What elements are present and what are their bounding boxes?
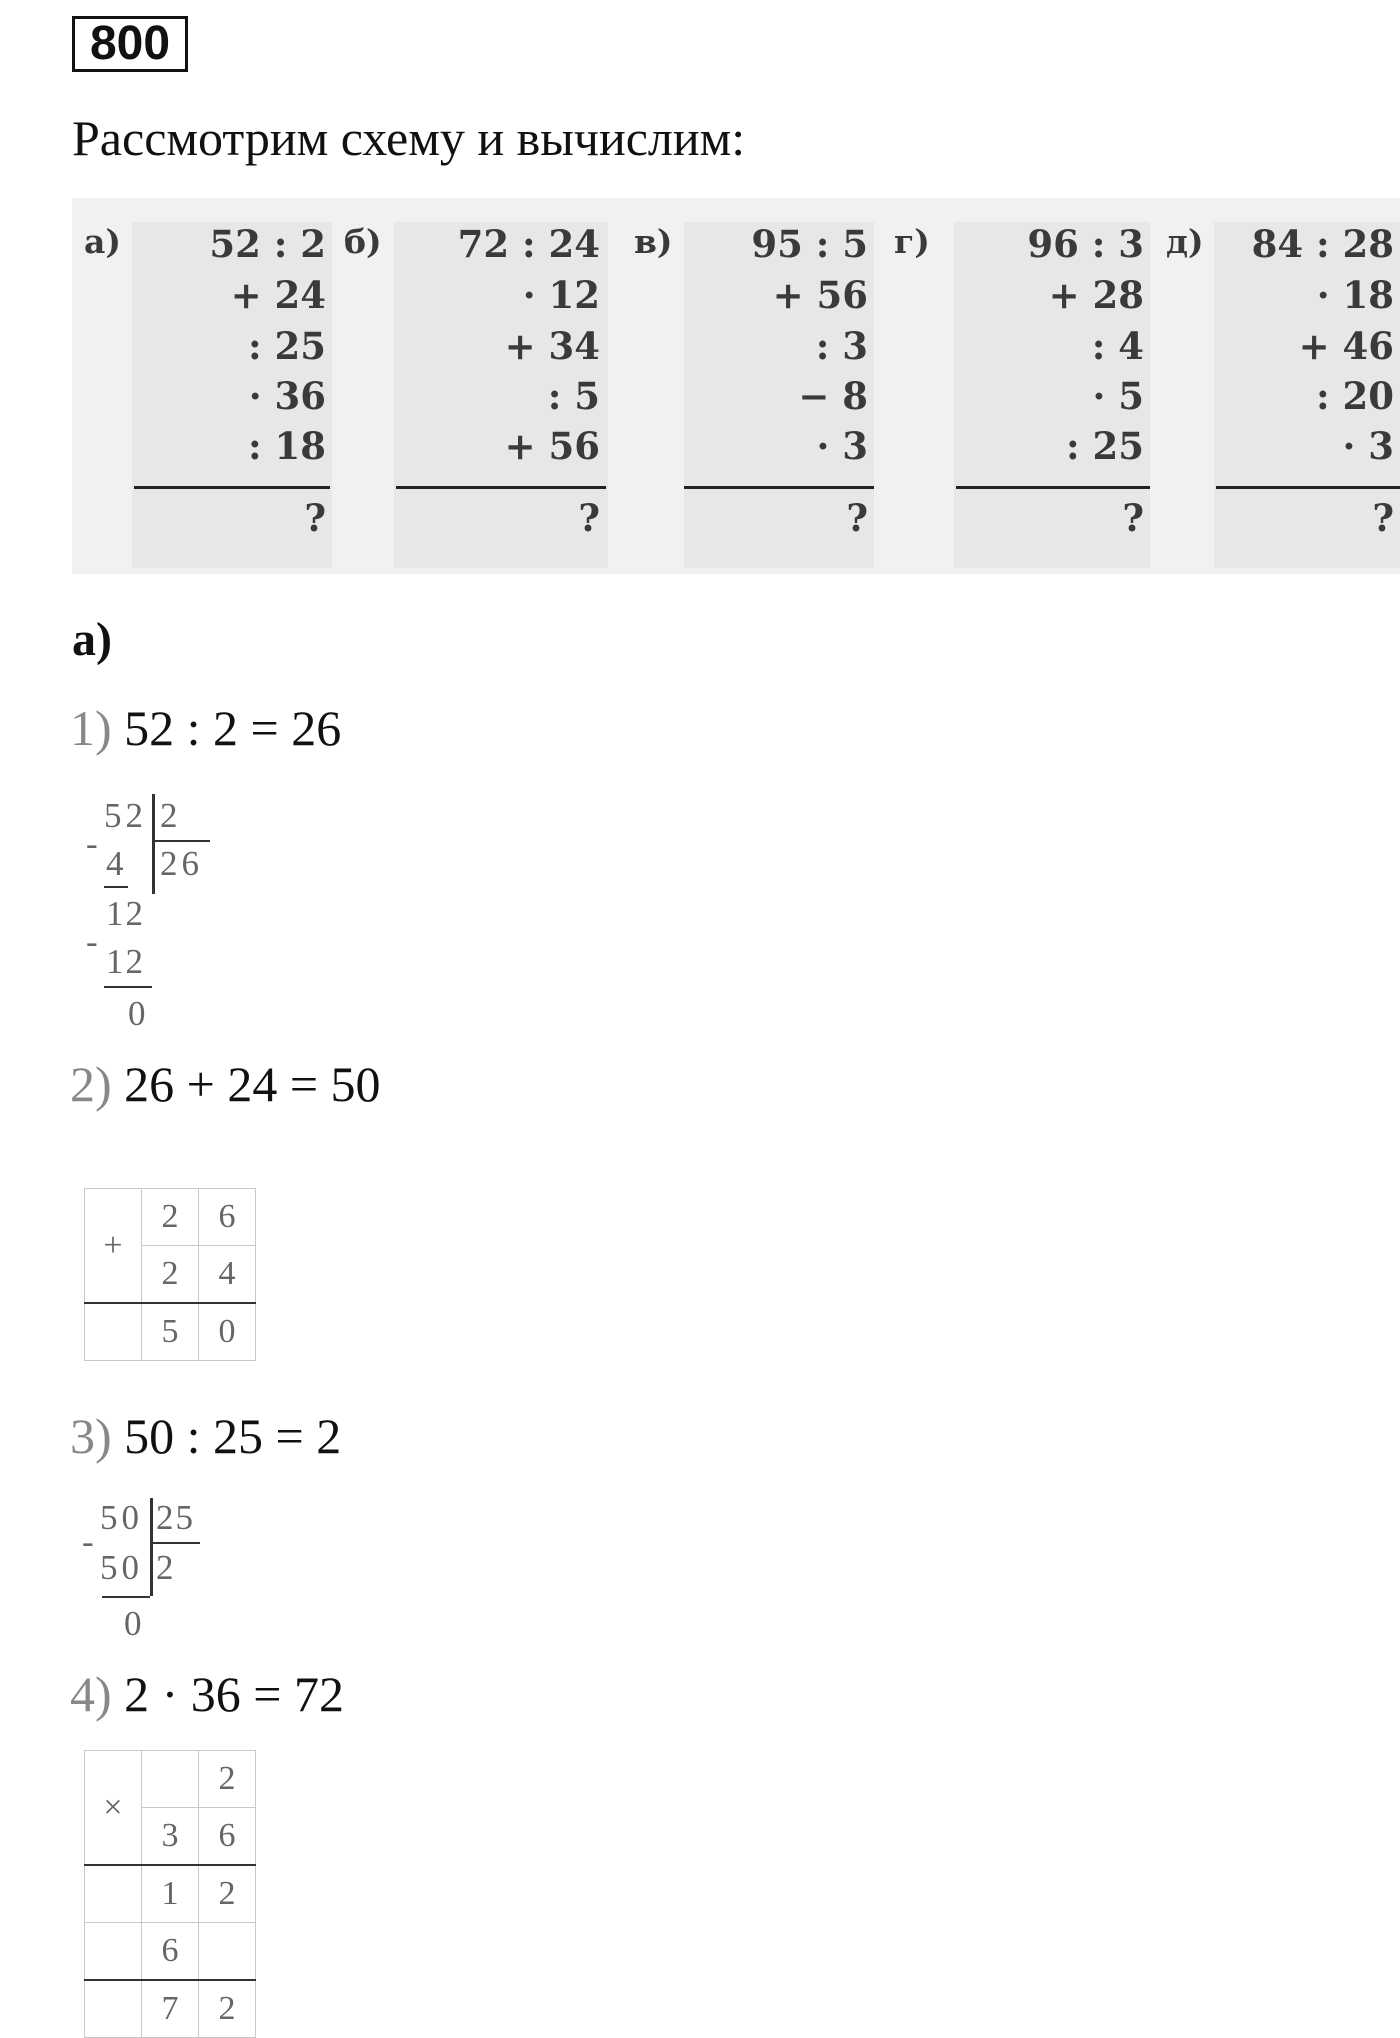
scheme-letter: б)	[344, 222, 382, 261]
digit: 2	[199, 1865, 256, 1923]
scheme-step: · 3	[1342, 424, 1394, 468]
scheme-result: ?	[1372, 496, 1394, 540]
digit: 2	[142, 1189, 199, 1246]
digit: 6	[142, 1923, 199, 1981]
scheme-step: : 4	[1091, 324, 1144, 368]
step-number: 4)	[70, 1666, 112, 1722]
quotient: 2	[156, 1548, 174, 1587]
scheme-rule	[1216, 486, 1400, 489]
scheme-column-b	[334, 198, 624, 574]
step-expression: 2 · 36 = 72	[124, 1666, 345, 1722]
scheme-step: + 28	[1048, 273, 1144, 317]
remainder-2: 0	[128, 994, 146, 1033]
scheme-step: + 24	[230, 273, 326, 317]
intro-text: Рассмотрим схему и вычислим:	[72, 110, 746, 166]
scheme-rule	[956, 486, 1150, 489]
plus-sign: +	[85, 1189, 142, 1304]
digit: 7	[142, 1980, 199, 2038]
digit: 2	[199, 1980, 256, 2038]
scheme-column-d	[1160, 198, 1400, 574]
scheme-column-g	[894, 198, 1164, 574]
minus-sign: -	[86, 922, 98, 961]
scheme-step: · 12	[522, 273, 600, 317]
scheme-step: − 8	[798, 374, 868, 418]
remainder: 0	[124, 1604, 142, 1643]
divisor: 2	[160, 796, 178, 835]
scheme-panel	[72, 198, 1400, 574]
step-4-equation	[70, 1664, 344, 1724]
step-expression: 50 : 25 = 2	[124, 1408, 342, 1464]
digit: 2	[142, 1246, 199, 1304]
times-sign: ×	[85, 1751, 142, 1866]
digit	[142, 1751, 199, 1808]
scheme-column-v	[624, 198, 884, 574]
dividend: 52	[104, 796, 147, 835]
scheme-step: : 5	[547, 374, 600, 418]
dividend: 50	[100, 1498, 143, 1537]
long-division-1	[80, 790, 240, 1040]
step-number: 2)	[70, 1056, 112, 1112]
digit: 3	[142, 1808, 199, 1866]
scheme-step: : 18	[247, 424, 326, 468]
step-number: 3)	[70, 1408, 112, 1464]
exercise-number: 800	[72, 16, 188, 72]
scheme-step: 52 : 2	[209, 222, 326, 266]
digit: 6	[199, 1189, 256, 1246]
scheme-step: + 56	[772, 273, 868, 317]
digit: 4	[199, 1246, 256, 1304]
scheme-step: 96 : 3	[1027, 222, 1144, 266]
multiplication-grid	[84, 1750, 256, 2038]
scheme-step: 72 : 24	[457, 222, 600, 266]
scheme-step: · 3	[816, 424, 868, 468]
digit: 2	[199, 1751, 256, 1808]
scheme-step: + 34	[504, 324, 600, 368]
scheme-step: · 18	[1316, 273, 1394, 317]
digit	[199, 1923, 256, 1981]
scheme-step: 84 : 28	[1251, 222, 1394, 266]
scheme-step: + 46	[1298, 324, 1394, 368]
scheme-step: + 56	[504, 424, 600, 468]
digit: 6	[199, 1808, 256, 1866]
scheme-column-a	[72, 198, 332, 574]
step-expression: 26 + 24 = 50	[124, 1056, 381, 1112]
scheme-step: · 5	[1092, 374, 1144, 418]
divisor: 25	[156, 1498, 195, 1537]
addition-grid	[84, 1188, 256, 1361]
scheme-step: · 36	[248, 374, 326, 418]
scheme-step: : 25	[247, 324, 326, 368]
scheme-step: : 20	[1315, 374, 1394, 418]
scheme-rule	[396, 486, 606, 489]
scheme-letter: д)	[1166, 222, 1204, 261]
scheme-step: : 25	[1065, 424, 1144, 468]
scheme-letter: а)	[84, 222, 121, 261]
scheme-step: : 3	[815, 324, 868, 368]
scheme-letter: в)	[634, 222, 673, 261]
subtrahend-2: 12	[106, 942, 145, 981]
digit: 5	[142, 1303, 199, 1361]
scheme-rule	[134, 486, 330, 489]
scheme-result: ?	[1122, 496, 1144, 540]
step-expression: 52 : 2 = 26	[124, 700, 342, 756]
digit: 1	[142, 1865, 199, 1923]
remainder-1: 12	[106, 894, 145, 933]
part-label: а)	[72, 613, 112, 666]
quotient: 26	[160, 844, 203, 883]
scheme-rule	[684, 486, 874, 489]
scheme-step: 95 : 5	[751, 222, 868, 266]
minus-sign: -	[82, 1522, 94, 1561]
long-division-2	[80, 1498, 240, 1648]
scheme-result: ?	[578, 496, 600, 540]
scheme-result: ?	[304, 496, 326, 540]
step-1-equation	[70, 698, 341, 758]
subtrahend-1: 4	[106, 844, 124, 883]
step-2-equation	[70, 1054, 381, 1114]
step-3-equation	[70, 1406, 341, 1466]
subtrahend-1: 50	[100, 1548, 143, 1587]
scheme-letter: г)	[894, 222, 930, 261]
step-number: 1)	[70, 700, 112, 756]
minus-sign: -	[86, 824, 98, 863]
scheme-result: ?	[846, 496, 868, 540]
digit: 0	[199, 1303, 256, 1361]
